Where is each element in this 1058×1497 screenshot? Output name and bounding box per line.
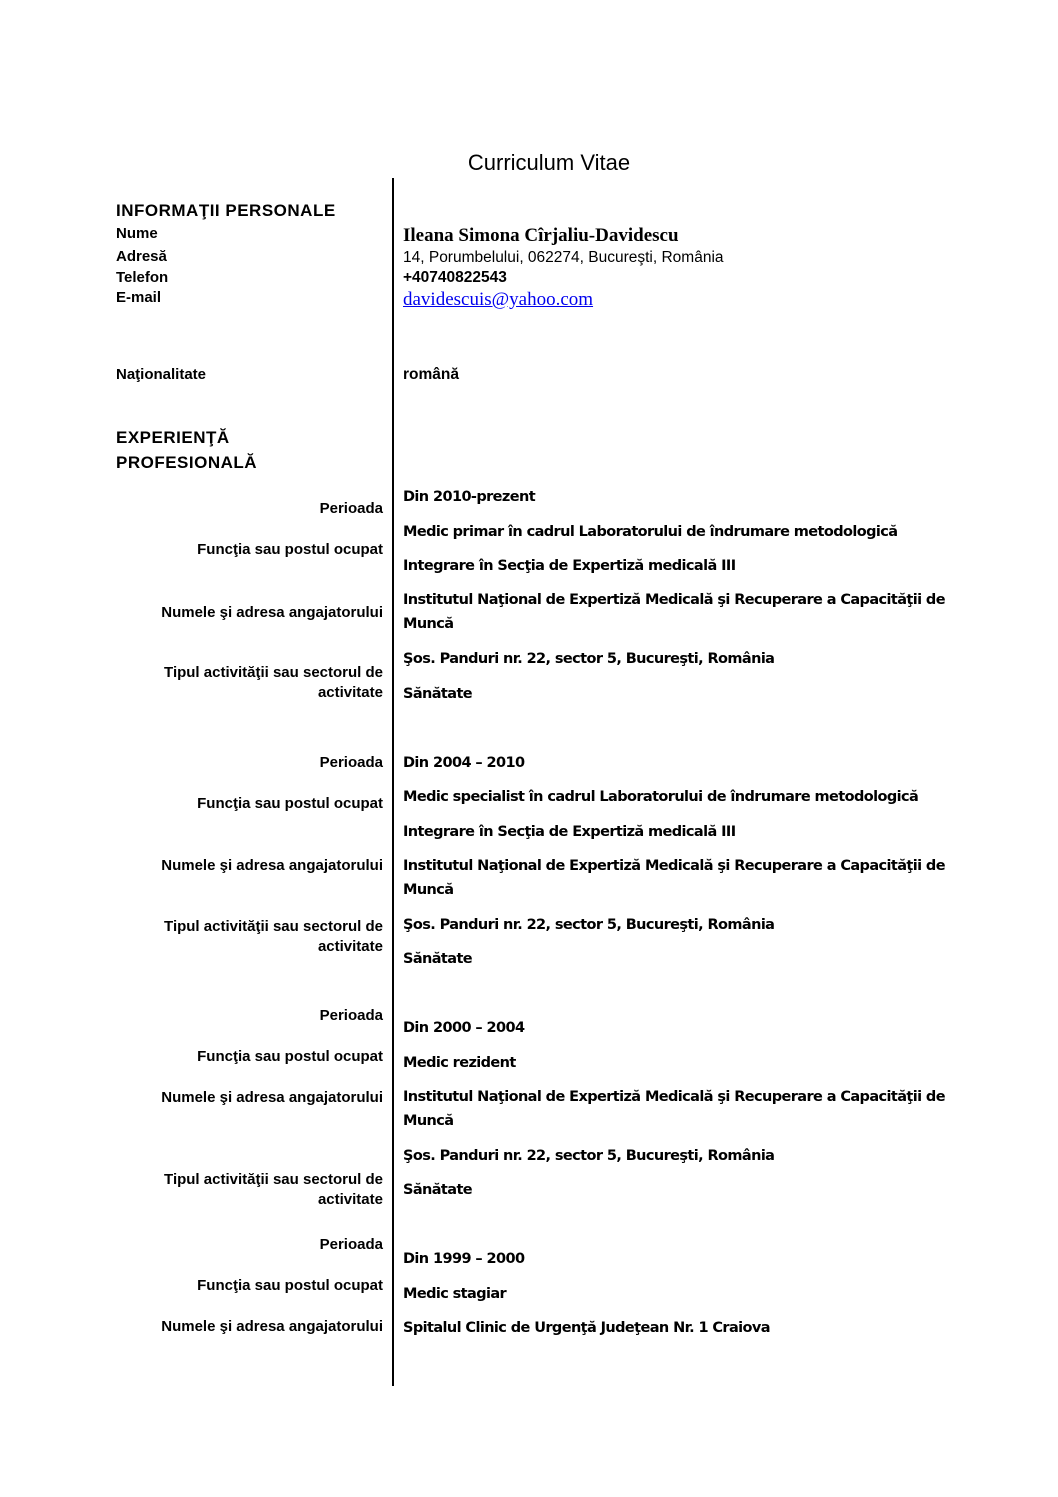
position-label: Funcţia sau postul ocupat (197, 795, 383, 812)
job-employer-cont: Muncă (403, 616, 454, 632)
job-period: Din 2000 – 2004 (403, 1020, 525, 1036)
period-label: Perioada (319, 1007, 383, 1024)
section-heading-experience: EXPERIENŢĂ (116, 428, 230, 447)
job-position: Medic specialist în cadrul Laboratorului de îndrumare metodologică (403, 789, 919, 805)
job-position: Medic stagiar (403, 1286, 507, 1302)
period-label: Perioada (319, 500, 383, 517)
job-address: Şos. Panduri nr. 22, sector 5, Bucureşti, România (403, 917, 775, 933)
nationality-value: română (403, 366, 459, 383)
job-employer-cont: Muncă (403, 882, 454, 898)
email-link[interactable]: davidescuis@yahoo.com (403, 289, 594, 310)
sector-label-cont: activitate (317, 684, 383, 701)
job-employer: Spitalul Clinic de Urgenţă Judeţean Nr. 1 Craiova (403, 1320, 770, 1336)
job-position-detail: Integrare în Secţia de Expertiză medicală III (403, 558, 736, 574)
column-divider (392, 178, 394, 1386)
job-employer: Institutul Naţional de Expertiză Medicală şi Recuperare a Capacităţii de (403, 1089, 945, 1105)
position-label: Funcţia sau postul ocupat (197, 1277, 383, 1294)
phone-label: Telefon (116, 269, 169, 286)
full-name: Ileana Simona Cîrjaliu-Davidescu (403, 225, 679, 246)
sector-label: Tipul activităţii sau sectorul de (164, 918, 383, 935)
sector-label-cont: activitate (317, 1191, 383, 1208)
job-period: Din 1999 – 2000 (403, 1251, 525, 1267)
job-address: Şos. Panduri nr. 22, sector 5, Bucureşti, România (403, 651, 775, 667)
job-employer: Institutul Naţional de Expertiză Medicală şi Recuperare a Capacităţii de (403, 858, 945, 874)
job-position: Medic rezident (403, 1055, 516, 1071)
section-heading-experience-2: PROFESIONALĂ (116, 453, 258, 472)
job-employer-cont: Muncă (403, 1113, 454, 1129)
sector-label: Tipul activităţii sau sectorul de (164, 664, 383, 681)
period-label: Perioada (319, 1236, 383, 1253)
name-label: Nume (116, 225, 158, 242)
job-period: Din 2004 – 2010 (403, 755, 525, 771)
job-position: Medic primar în cadrul Laboratorului de îndrumare metodologică (403, 524, 898, 540)
section-heading-personal: INFORMAŢII PERSONALE (116, 201, 336, 220)
employer-label: Numele şi adresa angajatorului (161, 604, 383, 621)
job-sector: Sănătate (403, 951, 473, 967)
phone-value: +40740822543 (403, 269, 507, 286)
employer-label: Numele şi adresa angajatorului (161, 1318, 383, 1335)
job-employer: Institutul Naţional de Expertiză Medicală şi Recuperare a Capacităţii de (403, 592, 945, 608)
employer-label: Numele şi adresa angajatorului (161, 857, 383, 874)
employer-label: Numele şi adresa angajatorului (161, 1089, 383, 1106)
job-position-detail: Integrare în Secţia de Expertiză medicală III (403, 824, 736, 840)
address-label: Adresă (116, 248, 167, 265)
nationality-label: Naţionalitate (116, 366, 207, 383)
job-sector: Sănătate (403, 686, 473, 702)
address-value: 14, Porumbelului, 062274, Bucureşti, România (403, 249, 724, 266)
sector-label-cont: activitate (317, 938, 383, 955)
job-period: Din 2010-prezent (403, 489, 536, 505)
position-label: Funcţia sau postul ocupat (197, 541, 383, 558)
period-label: Perioada (319, 754, 383, 771)
email-label: E-mail (116, 289, 162, 306)
position-label: Funcţia sau postul ocupat (197, 1048, 383, 1065)
document-title: Curriculum Vitae (467, 150, 631, 175)
job-address: Şos. Panduri nr. 22, sector 5, Bucureşti, România (403, 1148, 775, 1164)
sector-label: Tipul activităţii sau sectorul de (164, 1171, 383, 1188)
job-sector: Sănătate (403, 1182, 473, 1198)
